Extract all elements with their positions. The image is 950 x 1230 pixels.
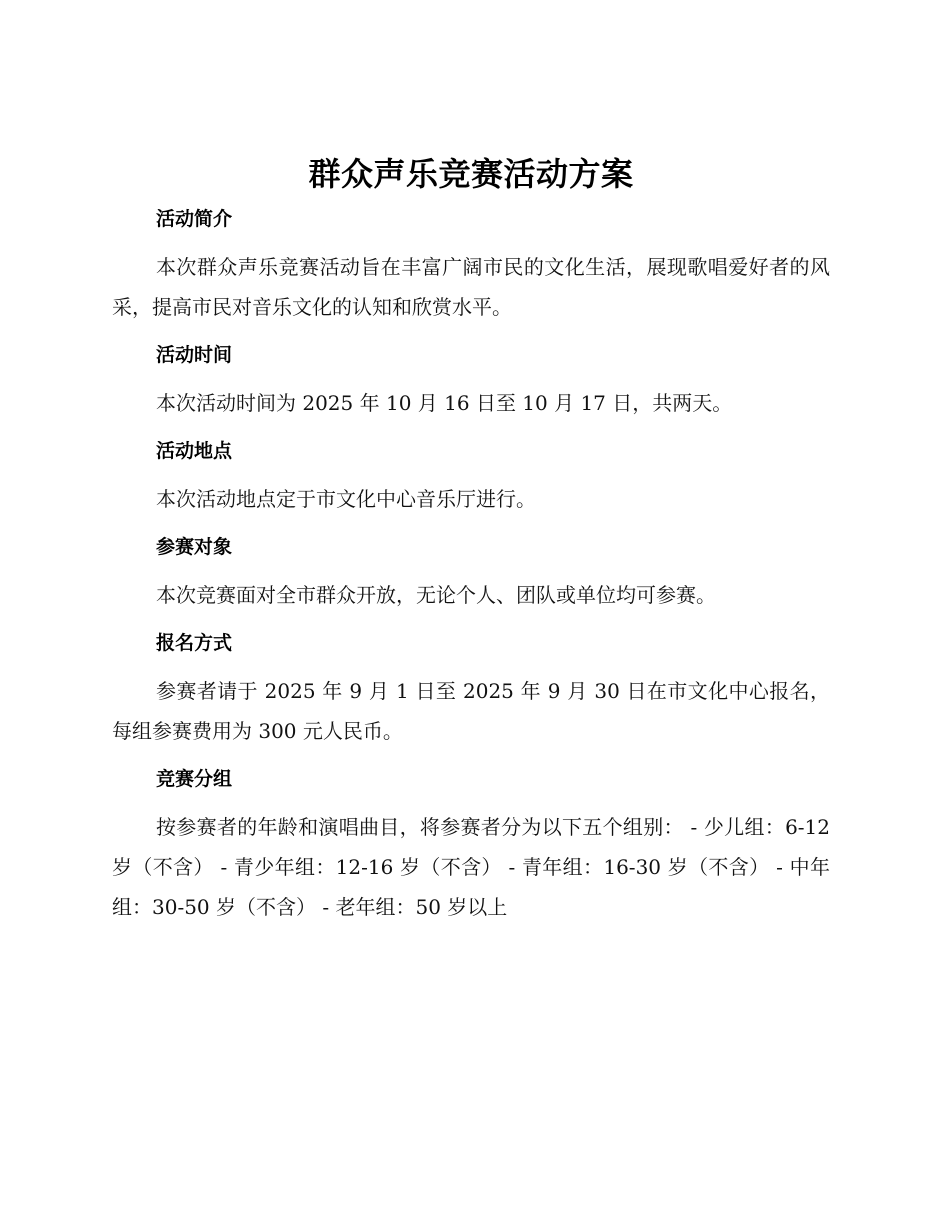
section-paragraph: 本次活动地点定于市文化中心音乐厅进行。 xyxy=(156,487,536,511)
section-heading: 活动简介 xyxy=(156,208,233,230)
section-groups xyxy=(112,764,830,927)
section-heading: 活动时间 xyxy=(156,344,233,366)
section-heading: 参赛对象 xyxy=(156,536,233,558)
section-participants xyxy=(112,532,830,615)
section-heading: 竞赛分组 xyxy=(156,768,233,790)
document-title: 群众声乐竞赛活动方案 xyxy=(308,155,634,193)
section-time xyxy=(112,340,830,423)
section-paragraph: 本次群众声乐竞赛活动旨在丰富广阔市民的文化生活，展现歌唱爱好者的风采，提高市民对音乐文化的认知和欣赏水平。 xyxy=(112,255,830,319)
document-page xyxy=(112,148,830,927)
section-paragraph: 参赛者请于 2025 年 9 月 1 日至 2025 年 9 月 30 日在市文化中心报名，每组参赛费用为 300 元人民币。 xyxy=(112,679,830,743)
section-heading: 报名方式 xyxy=(156,632,233,654)
section-heading: 活动地点 xyxy=(156,440,233,462)
section-paragraph: 本次活动时间为 2025 年 10 月 16 日至 10 月 17 日，共两天。 xyxy=(156,391,733,415)
section-paragraph: 按参赛者的年龄和演唱曲目，将参赛者分为以下五个组别： - 少儿组：6-12 岁（不含） - 青少年组：12-16 岁（不含） - 青年组：16-30 岁（不含） - 中年组：30-50 岁（不含） - 老年组：50 岁以上 xyxy=(112,815,830,919)
section-location xyxy=(112,436,830,519)
section-intro xyxy=(112,204,830,327)
section-registration xyxy=(112,628,830,751)
section-paragraph: 本次竞赛面对全市群众开放，无论个人、团队或单位均可参赛。 xyxy=(156,583,716,607)
